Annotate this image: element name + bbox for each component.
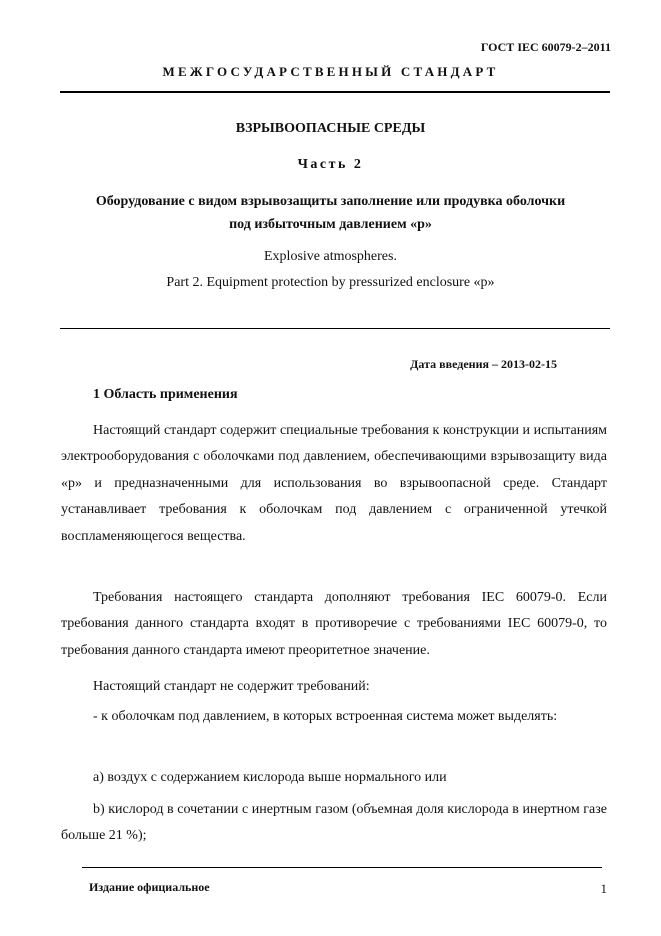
paragraph-item-b: b) кислород в сочетании с инертным газом (объемная доля кислорода в инертном газе больше 21 %); bbox=[61, 802, 607, 844]
english-title-line-2: Part 2. Equipment protection by pressurized enclosure «p» bbox=[166, 275, 495, 290]
paragraph-item-a: a) воздух с содержанием кислорода выше нормального или bbox=[93, 770, 447, 785]
part-label: Часть 2 bbox=[297, 157, 364, 172]
paragraph-scope: Настоящий стандарт содержит специальные требования к конструкции и испытаниям электрооборудования с оболочками под давлением, обеспечивающими взрывозащиту вида «р» и предназначенными для использования во взрывоопасной среде. Стандарт устанавливает требования к оболочкам под давлением с ограниченной утечкой воспламеняющегося вещества. bbox=[61, 423, 607, 544]
introduction-date: Дата введения – 2013-02-15 bbox=[410, 357, 557, 371]
document-subtitle bbox=[0, 190, 661, 236]
section-heading: 1 Область применения bbox=[93, 387, 238, 402]
standard-number: ГОСТ IEC 60079-2–2011 bbox=[480, 40, 611, 54]
english-title-line-1: Explosive atmospheres. bbox=[264, 249, 397, 264]
edition-label: Издание официальное bbox=[89, 880, 210, 894]
header-rule bbox=[60, 91, 610, 93]
interstate-standard-label: МЕЖГОСУДАРСТВЕННЫЙ СТАНДАРТ bbox=[162, 64, 499, 79]
paragraph-exclusion-item: - к оболочкам под давлением, в которых встроенная система может выделять: bbox=[93, 709, 558, 724]
paragraph-exclusions-intro: Настоящий стандарт не содержит требований: bbox=[93, 679, 370, 694]
paragraph-supplement: Требования настоящего стандарта дополняют требования IEC 60079-0. Если требования данного стандарта входят в противоречие с требованиями IEC 60079-0, то требования данного стандарта имеют преоритетное значение. bbox=[61, 590, 607, 658]
subtitle-line-2: под избыточным давлением «р» bbox=[229, 217, 432, 232]
page-number: 1 bbox=[600, 881, 607, 896]
document-title: ВЗРЫВООПАСНЫЕ СРЕДЫ bbox=[235, 121, 426, 136]
title-rule bbox=[60, 328, 610, 329]
subtitle-line-1: Оборудование с видом взрывозащиты заполнение или продувка оболочки bbox=[95, 194, 566, 209]
footer-rule bbox=[82, 867, 602, 868]
